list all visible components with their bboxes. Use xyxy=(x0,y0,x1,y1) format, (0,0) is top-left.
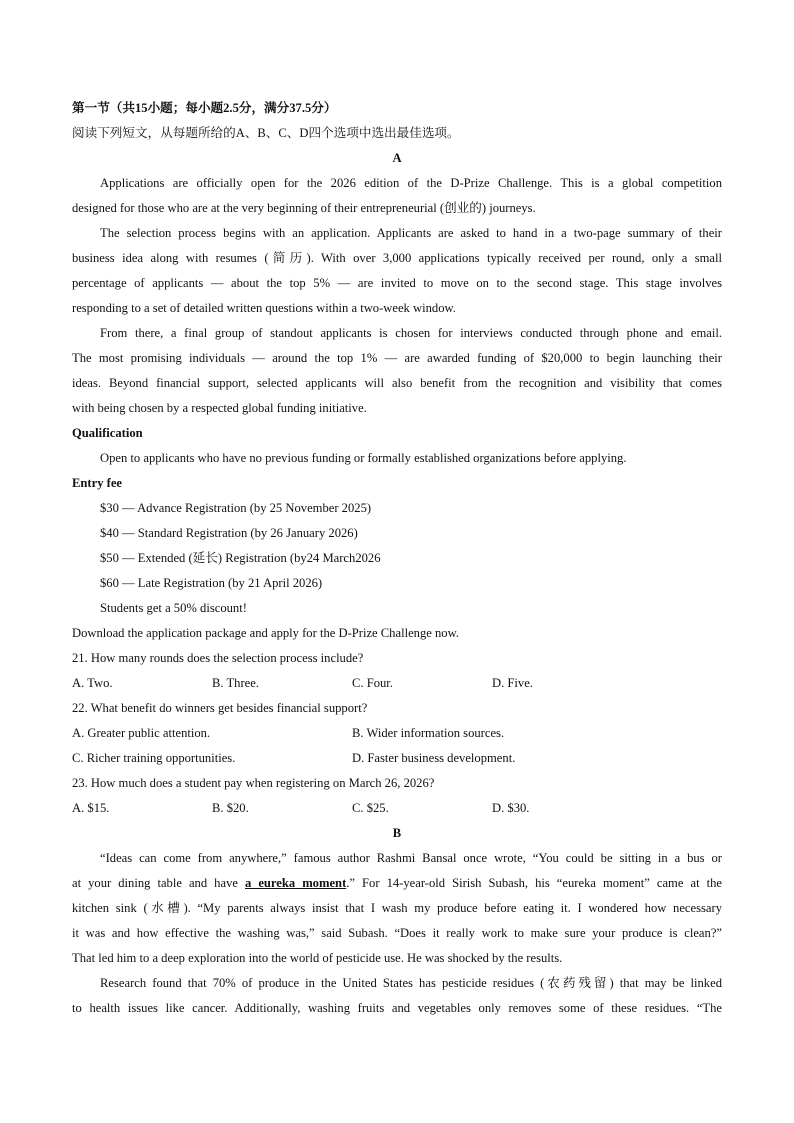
passage-a-line: Applications are officially open for the 2026 edition of the D-Prize Challenge. This is a global competition xyxy=(100,176,722,190)
passage-a-line: From there, a final group of standout applicants is chosen for interviews conducted through phone and email. xyxy=(100,326,722,340)
passage-b-line: to health issues like cancer. Additionally, washing fruits and vegetables only removes some of these residues. “The xyxy=(72,1001,722,1015)
passage-b-label: B xyxy=(392,826,402,840)
passage-b-line xyxy=(72,871,722,896)
passage-b-line: That led him to a deep exploration into the world of pesticide use. He was shocked by the results. xyxy=(72,951,563,965)
passage-b-line: kitchen sink (水槽). “My parents always insist that I wash my produce before eating it. I wondered how necessary xyxy=(72,901,722,915)
fee-item: $60 — Late Registration (by 21 April 2026) xyxy=(100,576,323,590)
question-options xyxy=(72,721,722,746)
qualification-text: Open to applicants who have no previous funding or formally established organizations before applying. xyxy=(100,451,627,465)
passage-b-line: Research found that 70% of produce in the United States has pesticide residues (农药残留) that may be linked xyxy=(100,976,722,990)
option: C. $25. xyxy=(352,801,389,815)
question-stem: 22. What benefit do winners get besides financial support? xyxy=(72,701,368,715)
option: B. Three. xyxy=(212,676,259,690)
section-header: 第一节（共15小题；每小题2.5分，满分37.5分） xyxy=(72,101,337,115)
discount-note: Students get a 50% discount! xyxy=(100,601,247,615)
option: B. $20. xyxy=(212,801,249,815)
qualification-heading: Qualification xyxy=(72,426,143,440)
option: D. Five. xyxy=(492,676,533,690)
eureka-moment-highlight: a eureka moment xyxy=(244,876,347,890)
option: C. Richer training opportunities. xyxy=(72,751,236,765)
passage-a-line: percentage of applicants — about the top 5% — are invited to move on to the second stage. This stage involves xyxy=(72,276,722,290)
passage-a-line: business idea along with resumes (简历). With over 3,000 applications typically received per round, only a small xyxy=(72,251,722,265)
fee-item: $50 — Extended (延长) Registration (by24 March2026 xyxy=(100,551,381,565)
passage-b-text: at your dining table and have xyxy=(72,876,245,890)
passage-a-line: with being chosen by a respected global funding initiative. xyxy=(72,401,367,415)
instruction: 阅读下列短文，从每题所给的A、B、C、D四个选项中选出最佳选项。 xyxy=(72,126,460,140)
option: A. Two. xyxy=(72,676,113,690)
option: B. Wider information sources. xyxy=(352,726,505,740)
passage-b-line: it was and how effective the washing was,” said Subash. “Does it really work to make sure your produce is clean?” xyxy=(72,926,722,940)
passage-a-line: The selection process begins with an application. Applicants are asked to hand in a two-page summary of their xyxy=(100,226,722,240)
passage-a-line: ideas. Beyond financial support, selected applicants will also benefit from the recognition and visibility that comes xyxy=(72,376,722,390)
passage-a-line: The most promising individuals — around the top 1% — are awarded funding of $20,000 to begin launching their xyxy=(72,351,722,365)
passage-a-label: A xyxy=(392,151,402,165)
fee-item: $30 — Advance Registration (by 25 November 2025) xyxy=(100,501,372,515)
option: C. Four. xyxy=(352,676,393,690)
question-options xyxy=(72,671,722,696)
question-stem: 23. How much does a student pay when registering on March 26, 2026? xyxy=(72,776,435,790)
passage-b-text: .” For 14-year-old Sirish Subash, his “eureka moment” came at the xyxy=(346,876,722,890)
question-stem: 21. How many rounds does the selection process include? xyxy=(72,651,364,665)
option: A. $15. xyxy=(72,801,110,815)
question-options xyxy=(72,746,722,771)
option: A. Greater public attention. xyxy=(72,726,211,740)
entry-fee-heading: Entry fee xyxy=(72,476,123,490)
download-note: Download the application package and apply for the D-Prize Challenge now. xyxy=(72,626,460,640)
passage-a-line: responding to a set of detailed written questions within a two-week window. xyxy=(72,301,456,315)
question-options xyxy=(72,796,722,821)
passage-b-line: “Ideas can come from anywhere,” famous author Rashmi Bansal once wrote, “You could be sitting in a bus or xyxy=(100,851,722,865)
passage-a-line: designed for those who are at the very beginning of their entrepreneurial (创业的) journeys. xyxy=(72,201,536,215)
option: D. $30. xyxy=(492,801,530,815)
option: D. Faster business development. xyxy=(352,751,516,765)
fee-item: $40 — Standard Registration (by 26 January 2026) xyxy=(100,526,358,540)
document-page xyxy=(72,96,722,1021)
